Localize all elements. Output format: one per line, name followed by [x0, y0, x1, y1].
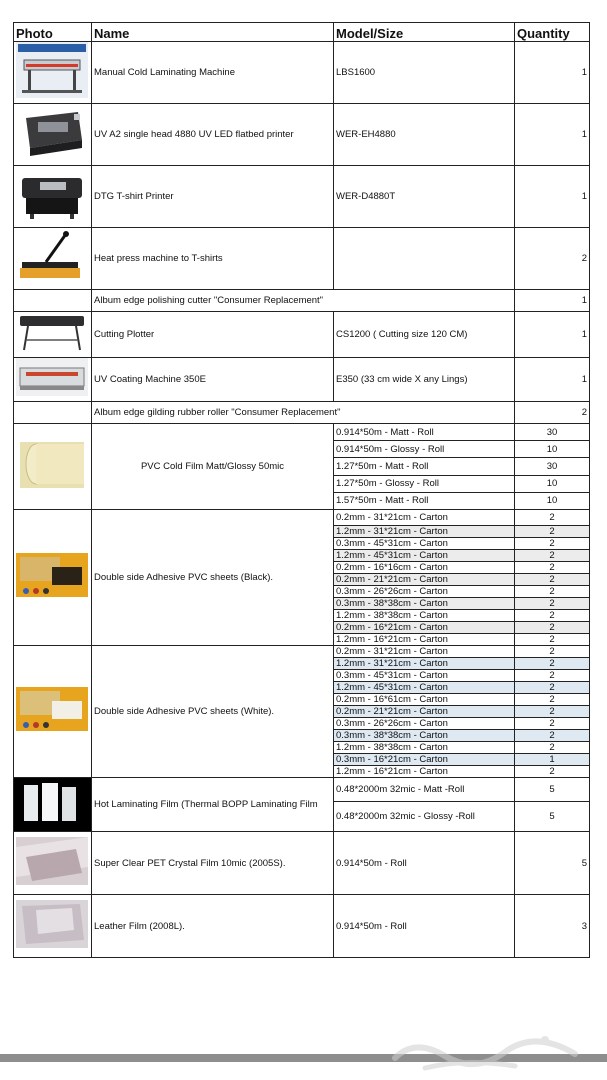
item-model: 0.2mm - 16*16cm - Carton	[334, 562, 515, 574]
item-quantity: 1	[515, 290, 590, 312]
item-quantity: 30	[515, 458, 590, 475]
item-quantity: 2	[515, 646, 590, 658]
adhesive-white-photo	[14, 646, 92, 778]
item-model: 0.2mm - 16*61cm - Carton	[334, 694, 515, 706]
item-model: WER-D4880T	[334, 166, 515, 228]
dtg-printer-photo	[14, 166, 92, 228]
item-model: 1.2mm - 31*21cm - Carton	[334, 658, 515, 670]
adhesive-white-image	[16, 679, 88, 739]
table-row	[14, 402, 590, 424]
item-quantity: 1	[515, 104, 590, 166]
item-model: 0.3mm - 38*38cm - Carton	[334, 598, 515, 610]
item-quantity: 2	[515, 670, 590, 682]
watermark-logo	[385, 1028, 585, 1076]
item-quantity: 10	[515, 492, 590, 509]
item-quantity: 5	[515, 778, 590, 802]
item-model: 0.2mm - 31*21cm - Carton	[334, 646, 515, 658]
item-name: Double side Adhesive PVC sheets (White).	[92, 646, 334, 778]
item-quantity: 1	[515, 312, 590, 358]
table-row	[14, 228, 590, 290]
item-name: Hot Laminating Film (Thermal BOPP Laminating Film	[92, 778, 334, 832]
item-name: DTG T-shirt Printer	[92, 166, 334, 228]
item-model: 0.914*50m - Matt - Roll	[334, 424, 515, 441]
item-name: Double side Adhesive PVC sheets (Black).	[92, 510, 334, 646]
item-name: Album edge polishing cutter "Consumer Replacement"	[92, 290, 515, 312]
item-quantity: 2	[515, 694, 590, 706]
item-quantity: 2	[515, 610, 590, 622]
item-name: PVC Cold Film Matt/Glossy 50mic	[92, 424, 334, 510]
item-model: LBS1600	[334, 42, 515, 104]
item-quantity: 2	[515, 562, 590, 574]
item-model	[334, 228, 515, 290]
adhesive-black-image	[16, 545, 88, 605]
cutting-plotter-image	[16, 312, 88, 352]
item-model: 0.2mm - 31*21cm - Carton	[334, 510, 515, 526]
item-model: 0.48*2000m 32mic - Glossy -Roll	[334, 802, 515, 832]
item-quantity: 2	[515, 766, 590, 778]
table-row	[14, 42, 590, 104]
item-quantity: 2	[515, 510, 590, 526]
item-model: 0.914*50m - Roll	[334, 832, 515, 895]
header-quantity: Quantity	[515, 23, 590, 42]
table-row	[14, 778, 590, 802]
item-model: 0.2mm - 21*21cm - Carton	[334, 706, 515, 718]
uv-printer-photo	[14, 104, 92, 166]
item-quantity: 2	[515, 634, 590, 646]
item-name: UV Coating Machine 350E	[92, 358, 334, 402]
item-quantity: 3	[515, 895, 590, 958]
header-name: Name	[92, 23, 334, 42]
table-row	[14, 104, 590, 166]
cutting-plotter-photo	[14, 312, 92, 358]
item-quantity: 2	[515, 622, 590, 634]
item-quantity: 2	[515, 706, 590, 718]
dtg-printer-image	[16, 166, 88, 222]
item-quantity: 2	[515, 730, 590, 742]
laminator-photo	[14, 42, 92, 104]
item-name: Manual Cold Laminating Machine	[92, 42, 334, 104]
item-quantity: 1	[515, 358, 590, 402]
item-model: 0.914*50m - Glossy - Roll	[334, 441, 515, 458]
leather-film-photo	[14, 895, 92, 958]
pvc-film-photo	[14, 424, 92, 510]
pet-film-image	[16, 837, 88, 885]
item-quantity: 2	[515, 538, 590, 550]
item-model: 0.48*2000m 32mic - Matt -Roll	[334, 778, 515, 802]
empty-photo-cell	[14, 290, 92, 312]
empty-photo-cell	[14, 402, 92, 424]
item-model: WER-EH4880	[334, 104, 515, 166]
item-model: 0.3mm - 45*31cm - Carton	[334, 670, 515, 682]
item-quantity: 5	[515, 832, 590, 895]
item-name: Cutting Plotter	[92, 312, 334, 358]
item-quantity: 2	[515, 586, 590, 598]
item-model: 1.2mm - 45*31cm - Carton	[334, 550, 515, 562]
item-quantity: 5	[515, 802, 590, 832]
item-model: 1.57*50m - Matt - Roll	[334, 492, 515, 509]
item-name: Heat press machine to T-shirts	[92, 228, 334, 290]
item-name: Leather Film (2008L).	[92, 895, 334, 958]
item-model: 1.2mm - 31*21cm - Carton	[334, 526, 515, 538]
item-quantity: 30	[515, 424, 590, 441]
item-quantity: 2	[515, 550, 590, 562]
header-photo: Photo	[14, 23, 92, 42]
table-row	[14, 895, 590, 958]
table-row	[14, 832, 590, 895]
item-quantity: 2	[515, 574, 590, 586]
item-quantity: 1	[515, 166, 590, 228]
item-quantity: 2	[515, 598, 590, 610]
table-row	[14, 424, 590, 441]
item-quantity: 10	[515, 441, 590, 458]
item-model: CS1200 ( Cutting size 120 CM)	[334, 312, 515, 358]
table-row	[14, 510, 590, 526]
item-model: 0.3mm - 26*26cm - Carton	[334, 586, 515, 598]
table-row	[14, 312, 590, 358]
item-model: 1.27*50m - Glossy - Roll	[334, 475, 515, 492]
item-model: 0.3mm - 16*21cm - Carton	[334, 754, 515, 766]
item-model: 0.2mm - 21*21cm - Carton	[334, 574, 515, 586]
inventory-table	[13, 22, 590, 958]
item-model: 1.2mm - 16*21cm - Carton	[334, 766, 515, 778]
hot-lam-image	[16, 779, 88, 825]
heat-press-photo	[14, 228, 92, 290]
item-name: Super Clear PET Crystal Film 10mic (2005S).	[92, 832, 334, 895]
item-name: Album edge gilding rubber roller "Consumer Replacement"	[92, 402, 515, 424]
item-model: 0.3mm - 38*38cm - Carton	[334, 730, 515, 742]
item-quantity: 2	[515, 742, 590, 754]
item-quantity: 1	[515, 42, 590, 104]
item-quantity: 2	[515, 228, 590, 290]
header-model: Model/Size	[334, 23, 515, 42]
leather-film-image	[16, 900, 88, 948]
pet-film-photo	[14, 832, 92, 895]
item-model: 1.2mm - 38*38cm - Carton	[334, 610, 515, 622]
uv-coating-photo	[14, 358, 92, 402]
item-model: 1.2mm - 45*31cm - Carton	[334, 682, 515, 694]
item-quantity: 1	[515, 754, 590, 766]
item-quantity: 2	[515, 658, 590, 670]
adhesive-black-photo	[14, 510, 92, 646]
item-model: 1.27*50m - Matt - Roll	[334, 458, 515, 475]
item-model: 0.2mm - 16*21cm - Carton	[334, 622, 515, 634]
item-name: UV A2 single head 4880 UV LED flatbed printer	[92, 104, 334, 166]
item-model: 0.3mm - 26*26cm - Carton	[334, 718, 515, 730]
item-quantity: 10	[515, 475, 590, 492]
table-row	[14, 166, 590, 228]
heat-press-image	[16, 228, 88, 284]
item-quantity: 2	[515, 718, 590, 730]
pvc-film-image	[16, 424, 88, 504]
table-row	[14, 646, 590, 658]
laminator-image	[16, 42, 88, 98]
table-row	[14, 358, 590, 402]
item-model: 0.3mm - 45*31cm - Carton	[334, 538, 515, 550]
item-quantity: 2	[515, 526, 590, 538]
item-model: 1.2mm - 38*38cm - Carton	[334, 742, 515, 754]
item-quantity: 2	[515, 682, 590, 694]
item-model: 1.2mm - 16*21cm - Carton	[334, 634, 515, 646]
table-row	[14, 290, 590, 312]
uv-printer-image	[16, 104, 88, 160]
header-row	[14, 23, 590, 42]
item-model: E350 (33 cm wide X any Lings)	[334, 358, 515, 402]
hot-lam-photo	[14, 778, 92, 832]
uv-coating-image	[16, 358, 88, 396]
item-model: 0.914*50m - Roll	[334, 895, 515, 958]
item-quantity: 2	[515, 402, 590, 424]
